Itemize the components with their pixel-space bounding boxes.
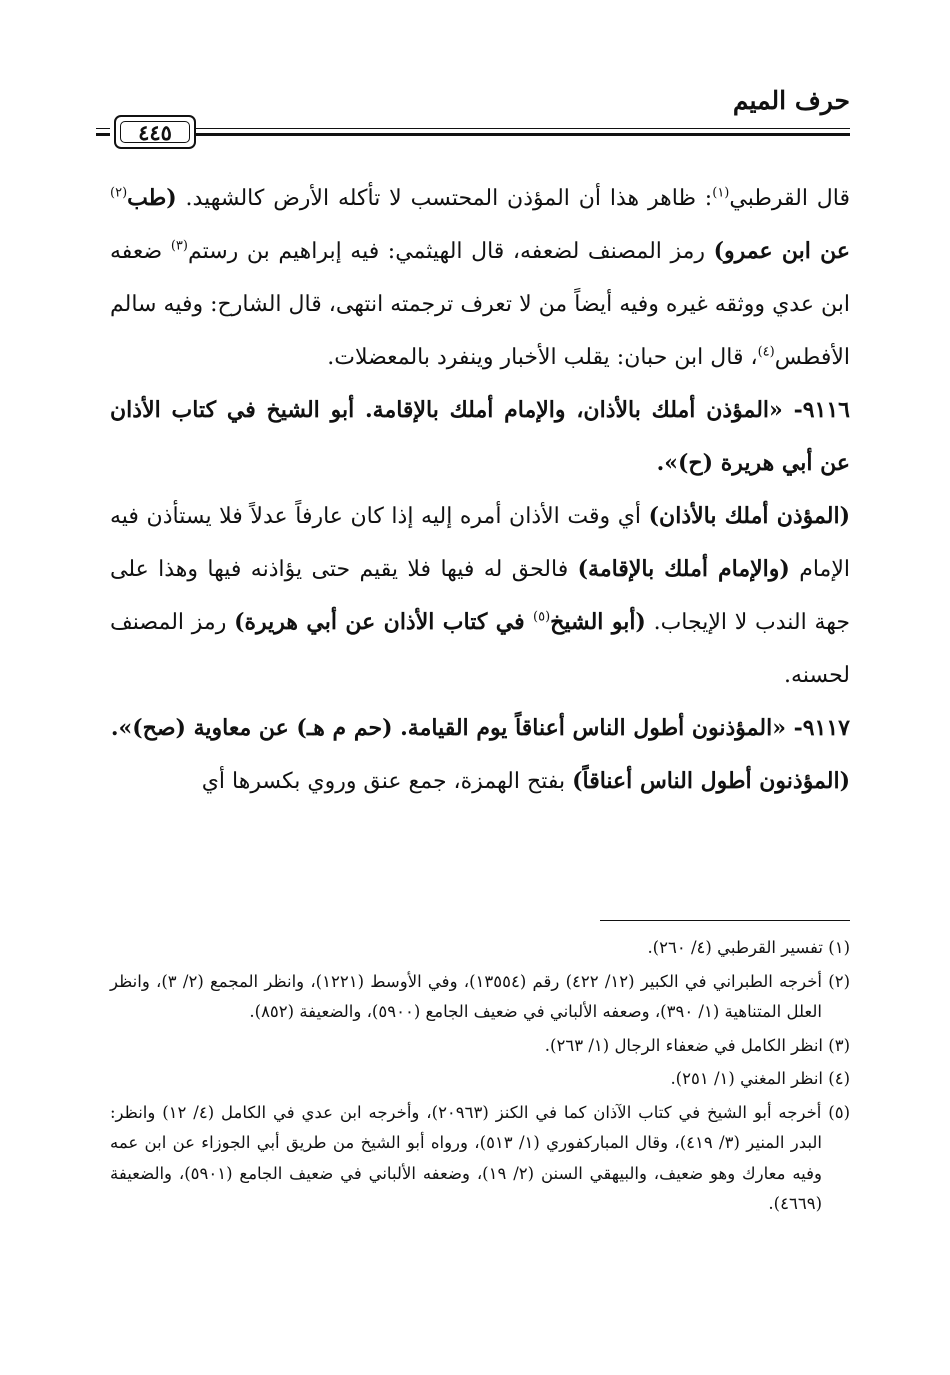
page-number-frame xyxy=(114,115,196,149)
text-run: أي وقت الأذان أمره إليه إذا كان عارفاً عدلاً فلا يستأذن فيه الإمام xyxy=(110,504,851,582)
text-run: رمز المصنف لضعفه، قال الهيثمي: فيه إبراهيم بن رستم xyxy=(187,239,714,264)
text-run: ضعفه ابن عدي ووثقه غيره وفيه أيضاً من لا تعرف ترجمته انتهى، قال الشارح: وفيه سالم الأفطس xyxy=(110,239,850,370)
footnote-ref: (٣) xyxy=(170,238,188,254)
footnote-ref: (١) xyxy=(712,185,730,201)
footnote-1: (١) تفسير القرطبي (٤/ ٢٦٠). xyxy=(647,938,850,957)
source-ref: (طب xyxy=(127,185,177,211)
source-ref: (أبو الشيخ xyxy=(550,609,646,635)
text-run: رمز المصنف لحسنه. xyxy=(110,610,850,688)
text-run: ، قال ابن حبان: يقلب الأخبار وينفرد بالمعضلات. xyxy=(327,345,758,370)
footnote-ref: (٤) xyxy=(757,344,775,360)
source-ref: عن ابن عمرو) xyxy=(713,238,850,264)
paragraph-commentary-1 xyxy=(110,172,850,384)
footnote-3: (٣) انظر الكامل في ضعفاء الرجال (١/ ٢٦٣). xyxy=(544,1035,850,1055)
quoted-phrase: (المؤذن أملك بالأذان) xyxy=(648,503,850,529)
footnote-2: (٢) أخرجه الطبراني في الكبير (١٢/ ٤٢٢) رقم (١٣٥٥٤)، وفي الأوسط (١٢٢١)، وانظر المجمع (٢/ ٣)، وانظر العلل المتناهية (١/ ٣٩٠)، وصعفه الألباني في ضعيف الجامع (٥٩٠٠)، والضعيفة (٨٥٢). xyxy=(110,971,850,1021)
footnote-ref: (٢) xyxy=(110,185,128,201)
quoted-phrase: (والإمام أملك بالإقامة) xyxy=(577,556,790,582)
footnotes xyxy=(110,933,850,1223)
text-run: فالحق له فيها فلا يقيم حتى يؤاذنه فيها وهذا على جهة الندب لا الإيجاب. xyxy=(110,557,850,635)
text-run: قال القرطبي xyxy=(729,186,851,211)
footnote-ref: (٥) xyxy=(533,609,551,625)
footnote-5: (٥) أخرجه أبو الشيخ في كتاب الآذان كما في الكنز (٢٠٩٦٣)، وأخرجه ابن عدي في الكامل (٤/ ١٢) وانظر: البدر المنير (٣/ ٤١٩)، وقال المباركفوري (١/ ٥١٣)، ورواه أبو الشيخ من طريق أبي الجوزاء عن ابن عمه وفيه معارك وهو ضعيف، والبيهقي السنن (٢/ ١٩)، وضعفه الألباني في ضعيف الجامع (٥٩٠١)، والضعيفة (٤٦٦٩). xyxy=(110,1102,850,1213)
text-run: : ظاهر هذا أن المؤذن المحتسب لا تأكله الأرض كالشهيد. xyxy=(176,186,713,211)
footnote-4: (٤) انظر المغني (١/ ٢٥١). xyxy=(670,1069,850,1088)
paragraph-commentary-3 xyxy=(110,755,850,808)
chapter-title: حرف الميم xyxy=(732,86,850,115)
quoted-phrase: (المؤذنون أطول الناس أعناقاً) xyxy=(572,768,850,794)
hadith-9117: ٩١١٧- «المؤذنون أطول الناس أعناقاً يوم القيامة. (حم م هـ) عن معاوية (صح)». xyxy=(110,715,850,741)
source-ref: في كتاب الأذان عن أبي هريرة) xyxy=(234,609,533,635)
text-run: بفتح الهمزة، جمع عنق وروي بكسرها أي xyxy=(201,769,573,794)
footnote-separator xyxy=(600,920,850,921)
paragraph-commentary-2 xyxy=(110,490,850,702)
main-text xyxy=(110,172,850,808)
header-rule xyxy=(195,128,850,136)
header-rule-end xyxy=(96,128,110,136)
hadith-9116: ٩١١٦- «المؤذن أملك بالأذان، والإمام أملك بالإقامة. أبو الشيخ في كتاب الأذان عن أبي هريرة (ح)». xyxy=(110,397,850,476)
page-number: ٤٤٥ xyxy=(120,121,190,143)
